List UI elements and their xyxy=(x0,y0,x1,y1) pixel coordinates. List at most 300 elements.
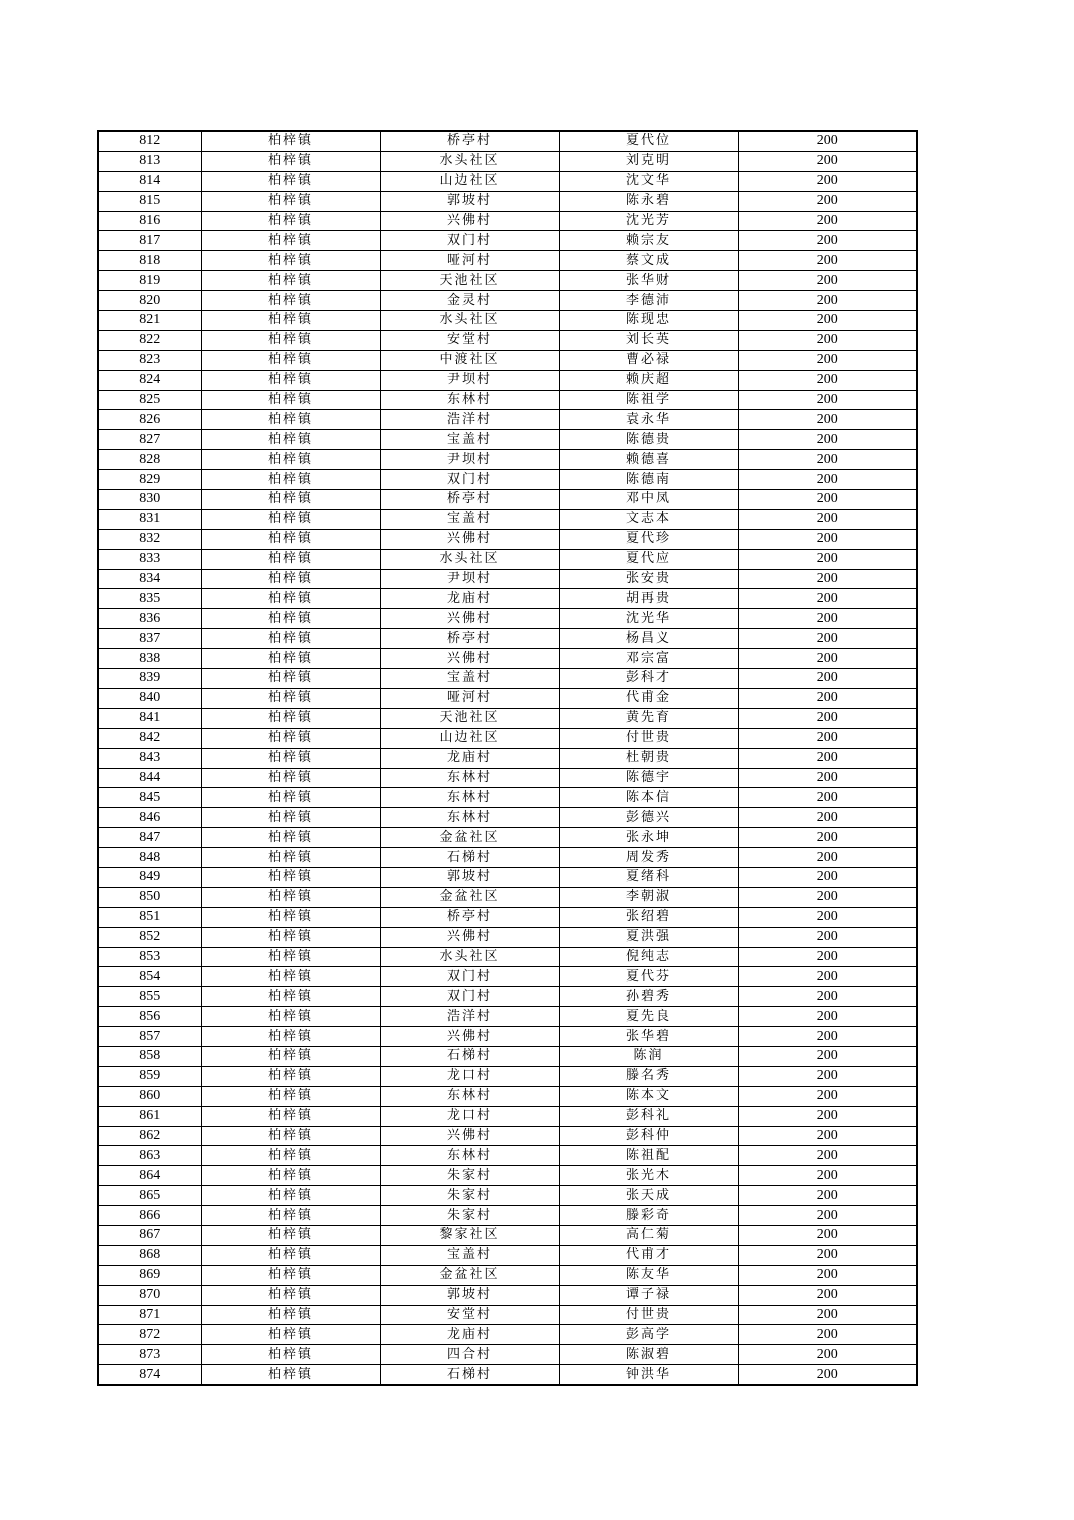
amount-cell: 200 xyxy=(738,131,917,151)
amount-cell: 200 xyxy=(738,549,917,569)
name-cell: 邓中凤 xyxy=(559,490,738,510)
village-cell: 水头社区 xyxy=(380,311,559,331)
table-row xyxy=(98,1345,917,1365)
amount-cell: 200 xyxy=(738,490,917,510)
town-cell: 柏梓镇 xyxy=(201,1106,380,1126)
name-cell: 夏代芬 xyxy=(559,967,738,987)
row-number-cell: 823 xyxy=(98,350,201,370)
village-cell: 黎家社区 xyxy=(380,1225,559,1245)
table-row xyxy=(98,470,917,490)
amount-cell: 200 xyxy=(738,1325,917,1345)
row-number-cell: 849 xyxy=(98,867,201,887)
row-number-cell: 856 xyxy=(98,1007,201,1027)
row-number-cell: 867 xyxy=(98,1225,201,1245)
row-number-cell: 838 xyxy=(98,649,201,669)
town-cell: 柏梓镇 xyxy=(201,1066,380,1086)
name-cell: 代甫金 xyxy=(559,688,738,708)
town-cell: 柏梓镇 xyxy=(201,629,380,649)
table-row xyxy=(98,1106,917,1126)
name-cell: 胡再贵 xyxy=(559,589,738,609)
village-cell: 金盆社区 xyxy=(380,887,559,907)
table-row xyxy=(98,828,917,848)
name-cell: 孙碧秀 xyxy=(559,987,738,1007)
row-number-cell: 850 xyxy=(98,887,201,907)
name-cell: 杨昌义 xyxy=(559,629,738,649)
name-cell: 彭科仲 xyxy=(559,1126,738,1146)
amount-cell: 200 xyxy=(738,887,917,907)
table-row xyxy=(98,549,917,569)
amount-cell: 200 xyxy=(738,390,917,410)
table-row xyxy=(98,151,917,171)
row-number-cell: 822 xyxy=(98,330,201,350)
row-number-cell: 860 xyxy=(98,1086,201,1106)
table-row xyxy=(98,271,917,291)
table-row xyxy=(98,191,917,211)
name-cell: 刘长英 xyxy=(559,330,738,350)
row-number-cell: 855 xyxy=(98,987,201,1007)
row-number-cell: 846 xyxy=(98,808,201,828)
village-cell: 东林村 xyxy=(380,390,559,410)
town-cell: 柏梓镇 xyxy=(201,1285,380,1305)
name-cell: 陈德贵 xyxy=(559,430,738,450)
table-row xyxy=(98,1186,917,1206)
amount-cell: 200 xyxy=(738,370,917,390)
village-cell: 兴佛村 xyxy=(380,529,559,549)
row-number-cell: 841 xyxy=(98,708,201,728)
village-cell: 水头社区 xyxy=(380,151,559,171)
town-cell: 柏梓镇 xyxy=(201,867,380,887)
table-row xyxy=(98,1027,917,1047)
amount-cell: 200 xyxy=(738,509,917,529)
data-table xyxy=(97,130,918,1386)
town-cell: 柏梓镇 xyxy=(201,808,380,828)
amount-cell: 200 xyxy=(738,1285,917,1305)
village-cell: 安堂村 xyxy=(380,1305,559,1325)
town-cell: 柏梓镇 xyxy=(201,1325,380,1345)
village-cell: 宝盖村 xyxy=(380,669,559,689)
row-number-cell: 869 xyxy=(98,1265,201,1285)
row-number-cell: 865 xyxy=(98,1186,201,1206)
row-number-cell: 834 xyxy=(98,569,201,589)
village-cell: 哑河村 xyxy=(380,688,559,708)
row-number-cell: 848 xyxy=(98,848,201,868)
amount-cell: 200 xyxy=(738,330,917,350)
town-cell: 柏梓镇 xyxy=(201,947,380,967)
amount-cell: 200 xyxy=(738,350,917,370)
row-number-cell: 874 xyxy=(98,1365,201,1385)
town-cell: 柏梓镇 xyxy=(201,1046,380,1066)
village-cell: 水头社区 xyxy=(380,947,559,967)
town-cell: 柏梓镇 xyxy=(201,1265,380,1285)
amount-cell: 200 xyxy=(738,450,917,470)
village-cell: 宝盖村 xyxy=(380,1245,559,1265)
name-cell: 张光木 xyxy=(559,1166,738,1186)
village-cell: 朱家村 xyxy=(380,1186,559,1206)
name-cell: 陈淑碧 xyxy=(559,1345,738,1365)
amount-cell: 200 xyxy=(738,231,917,251)
name-cell: 夏代应 xyxy=(559,549,738,569)
amount-cell: 200 xyxy=(738,271,917,291)
amount-cell: 200 xyxy=(738,808,917,828)
town-cell: 柏梓镇 xyxy=(201,1086,380,1106)
town-cell: 柏梓镇 xyxy=(201,649,380,669)
town-cell: 柏梓镇 xyxy=(201,1305,380,1325)
table-row xyxy=(98,1146,917,1166)
name-cell: 袁永华 xyxy=(559,410,738,430)
table-row xyxy=(98,171,917,191)
row-number-cell: 826 xyxy=(98,410,201,430)
town-cell: 柏梓镇 xyxy=(201,430,380,450)
row-number-cell: 872 xyxy=(98,1325,201,1345)
name-cell: 沈光华 xyxy=(559,609,738,629)
town-cell: 柏梓镇 xyxy=(201,688,380,708)
table-row xyxy=(98,748,917,768)
table-row xyxy=(98,490,917,510)
village-cell: 龙庙村 xyxy=(380,748,559,768)
row-number-cell: 858 xyxy=(98,1046,201,1066)
town-cell: 柏梓镇 xyxy=(201,311,380,331)
village-cell: 天池社区 xyxy=(380,271,559,291)
name-cell: 倪纯志 xyxy=(559,947,738,967)
row-number-cell: 844 xyxy=(98,768,201,788)
village-cell: 朱家村 xyxy=(380,1206,559,1226)
row-number-cell: 854 xyxy=(98,967,201,987)
row-number-cell: 852 xyxy=(98,927,201,947)
name-cell: 赖德喜 xyxy=(559,450,738,470)
village-cell: 兴佛村 xyxy=(380,1027,559,1047)
row-number-cell: 827 xyxy=(98,430,201,450)
amount-cell: 200 xyxy=(738,669,917,689)
village-cell: 东林村 xyxy=(380,788,559,808)
village-cell: 石梯村 xyxy=(380,1046,559,1066)
name-cell: 张华财 xyxy=(559,271,738,291)
village-cell: 兴佛村 xyxy=(380,927,559,947)
amount-cell: 200 xyxy=(738,748,917,768)
village-cell: 龙庙村 xyxy=(380,1325,559,1345)
village-cell: 天池社区 xyxy=(380,708,559,728)
row-number-cell: 864 xyxy=(98,1166,201,1186)
row-number-cell: 845 xyxy=(98,788,201,808)
table-row xyxy=(98,728,917,748)
village-cell: 宝盖村 xyxy=(380,509,559,529)
table-row xyxy=(98,370,917,390)
name-cell: 夏代珍 xyxy=(559,529,738,549)
amount-cell: 200 xyxy=(738,251,917,271)
table-row xyxy=(98,1086,917,1106)
row-number-cell: 817 xyxy=(98,231,201,251)
table-row xyxy=(98,311,917,331)
name-cell: 陈润 xyxy=(559,1046,738,1066)
row-number-cell: 871 xyxy=(98,1305,201,1325)
table-row xyxy=(98,629,917,649)
row-number-cell: 868 xyxy=(98,1245,201,1265)
name-cell: 滕彩奇 xyxy=(559,1206,738,1226)
table-row xyxy=(98,1066,917,1086)
village-cell: 哑河村 xyxy=(380,251,559,271)
name-cell: 彭高学 xyxy=(559,1325,738,1345)
name-cell: 陈永碧 xyxy=(559,191,738,211)
row-number-cell: 835 xyxy=(98,589,201,609)
amount-cell: 200 xyxy=(738,1066,917,1086)
town-cell: 柏梓镇 xyxy=(201,529,380,549)
amount-cell: 200 xyxy=(738,828,917,848)
table-row xyxy=(98,788,917,808)
row-number-cell: 825 xyxy=(98,390,201,410)
village-cell: 龙口村 xyxy=(380,1066,559,1086)
row-number-cell: 814 xyxy=(98,171,201,191)
row-number-cell: 821 xyxy=(98,311,201,331)
row-number-cell: 833 xyxy=(98,549,201,569)
village-cell: 兴佛村 xyxy=(380,649,559,669)
table-container xyxy=(97,130,918,1386)
village-cell: 桥亭村 xyxy=(380,907,559,927)
amount-cell: 200 xyxy=(738,430,917,450)
amount-cell: 200 xyxy=(738,1046,917,1066)
village-cell: 桥亭村 xyxy=(380,629,559,649)
name-cell: 刘克明 xyxy=(559,151,738,171)
row-number-cell: 873 xyxy=(98,1345,201,1365)
town-cell: 柏梓镇 xyxy=(201,271,380,291)
table-row xyxy=(98,1007,917,1027)
name-cell: 赖庆超 xyxy=(559,370,738,390)
amount-cell: 200 xyxy=(738,867,917,887)
name-cell: 黄先育 xyxy=(559,708,738,728)
amount-cell: 200 xyxy=(738,410,917,430)
row-number-cell: 862 xyxy=(98,1126,201,1146)
village-cell: 安堂村 xyxy=(380,330,559,350)
amount-cell: 200 xyxy=(738,1345,917,1365)
row-number-cell: 816 xyxy=(98,211,201,231)
row-number-cell: 859 xyxy=(98,1066,201,1086)
table-row xyxy=(98,947,917,967)
town-cell: 柏梓镇 xyxy=(201,589,380,609)
town-cell: 柏梓镇 xyxy=(201,1206,380,1226)
table-row xyxy=(98,410,917,430)
row-number-cell: 863 xyxy=(98,1146,201,1166)
town-cell: 柏梓镇 xyxy=(201,291,380,311)
name-cell: 谭子禄 xyxy=(559,1285,738,1305)
name-cell: 张永坤 xyxy=(559,828,738,848)
amount-cell: 200 xyxy=(738,1166,917,1186)
table-row xyxy=(98,211,917,231)
amount-cell: 200 xyxy=(738,947,917,967)
name-cell: 陈现忠 xyxy=(559,311,738,331)
table-row xyxy=(98,609,917,629)
amount-cell: 200 xyxy=(738,291,917,311)
amount-cell: 200 xyxy=(738,191,917,211)
table-row xyxy=(98,649,917,669)
town-cell: 柏梓镇 xyxy=(201,748,380,768)
table-row xyxy=(98,708,917,728)
amount-cell: 200 xyxy=(738,1106,917,1126)
row-number-cell: 820 xyxy=(98,291,201,311)
name-cell: 邓宗富 xyxy=(559,649,738,669)
table-row xyxy=(98,390,917,410)
amount-cell: 200 xyxy=(738,311,917,331)
table-row xyxy=(98,1285,917,1305)
table-row xyxy=(98,1046,917,1066)
amount-cell: 200 xyxy=(738,907,917,927)
table-row xyxy=(98,1166,917,1186)
amount-cell: 200 xyxy=(738,768,917,788)
table-row xyxy=(98,867,917,887)
name-cell: 张华碧 xyxy=(559,1027,738,1047)
name-cell: 高仁菊 xyxy=(559,1225,738,1245)
name-cell: 杜朝贵 xyxy=(559,748,738,768)
row-number-cell: 812 xyxy=(98,131,201,151)
village-cell: 双门村 xyxy=(380,470,559,490)
village-cell: 郭坡村 xyxy=(380,867,559,887)
amount-cell: 200 xyxy=(738,987,917,1007)
table-row xyxy=(98,1365,917,1385)
town-cell: 柏梓镇 xyxy=(201,1365,380,1385)
name-cell: 钟洪华 xyxy=(559,1365,738,1385)
town-cell: 柏梓镇 xyxy=(201,390,380,410)
row-number-cell: 836 xyxy=(98,609,201,629)
name-cell: 沈文华 xyxy=(559,171,738,191)
name-cell: 陈本信 xyxy=(559,788,738,808)
table-row xyxy=(98,1126,917,1146)
town-cell: 柏梓镇 xyxy=(201,669,380,689)
town-cell: 柏梓镇 xyxy=(201,1007,380,1027)
table-row xyxy=(98,1265,917,1285)
town-cell: 柏梓镇 xyxy=(201,1027,380,1047)
name-cell: 陈本文 xyxy=(559,1086,738,1106)
village-cell: 兴佛村 xyxy=(380,211,559,231)
name-cell: 陈德南 xyxy=(559,470,738,490)
town-cell: 柏梓镇 xyxy=(201,1225,380,1245)
town-cell: 柏梓镇 xyxy=(201,848,380,868)
name-cell: 彭德兴 xyxy=(559,808,738,828)
table-row xyxy=(98,1325,917,1345)
row-number-cell: 829 xyxy=(98,470,201,490)
row-number-cell: 832 xyxy=(98,529,201,549)
amount-cell: 200 xyxy=(738,569,917,589)
town-cell: 柏梓镇 xyxy=(201,1345,380,1365)
amount-cell: 200 xyxy=(738,708,917,728)
town-cell: 柏梓镇 xyxy=(201,927,380,947)
village-cell: 金灵村 xyxy=(380,291,559,311)
town-cell: 柏梓镇 xyxy=(201,1146,380,1166)
name-cell: 夏绪科 xyxy=(559,867,738,887)
amount-cell: 200 xyxy=(738,1126,917,1146)
row-number-cell: 839 xyxy=(98,669,201,689)
table-row xyxy=(98,848,917,868)
amount-cell: 200 xyxy=(738,1007,917,1027)
town-cell: 柏梓镇 xyxy=(201,350,380,370)
table-row xyxy=(98,1225,917,1245)
town-cell: 柏梓镇 xyxy=(201,330,380,350)
row-number-cell: 828 xyxy=(98,450,201,470)
town-cell: 柏梓镇 xyxy=(201,410,380,430)
village-cell: 尹坝村 xyxy=(380,450,559,470)
village-cell: 朱家村 xyxy=(380,1166,559,1186)
amount-cell: 200 xyxy=(738,848,917,868)
amount-cell: 200 xyxy=(738,1146,917,1166)
table-row xyxy=(98,967,917,987)
table-row xyxy=(98,1245,917,1265)
row-number-cell: 815 xyxy=(98,191,201,211)
village-cell: 龙口村 xyxy=(380,1106,559,1126)
row-number-cell: 843 xyxy=(98,748,201,768)
table-row xyxy=(98,987,917,1007)
table-row xyxy=(98,927,917,947)
name-cell: 李朝淑 xyxy=(559,887,738,907)
town-cell: 柏梓镇 xyxy=(201,509,380,529)
amount-cell: 200 xyxy=(738,1225,917,1245)
table-row xyxy=(98,430,917,450)
amount-cell: 200 xyxy=(738,688,917,708)
town-cell: 柏梓镇 xyxy=(201,151,380,171)
table-row xyxy=(98,529,917,549)
row-number-cell: 870 xyxy=(98,1285,201,1305)
row-number-cell: 837 xyxy=(98,629,201,649)
table-row xyxy=(98,669,917,689)
table-row xyxy=(98,569,917,589)
row-number-cell: 866 xyxy=(98,1206,201,1226)
town-cell: 柏梓镇 xyxy=(201,171,380,191)
village-cell: 双门村 xyxy=(380,231,559,251)
village-cell: 浩洋村 xyxy=(380,410,559,430)
row-number-cell: 861 xyxy=(98,1106,201,1126)
amount-cell: 200 xyxy=(738,649,917,669)
name-cell: 付世贵 xyxy=(559,1305,738,1325)
table-row xyxy=(98,808,917,828)
name-cell: 张绍碧 xyxy=(559,907,738,927)
town-cell: 柏梓镇 xyxy=(201,1166,380,1186)
village-cell: 兴佛村 xyxy=(380,609,559,629)
amount-cell: 200 xyxy=(738,529,917,549)
table-row xyxy=(98,589,917,609)
name-cell: 陈祖配 xyxy=(559,1146,738,1166)
row-number-cell: 840 xyxy=(98,688,201,708)
name-cell: 张天成 xyxy=(559,1186,738,1206)
village-cell: 桥亭村 xyxy=(380,131,559,151)
table-row xyxy=(98,131,917,151)
table-row xyxy=(98,887,917,907)
row-number-cell: 813 xyxy=(98,151,201,171)
name-cell: 代甫才 xyxy=(559,1245,738,1265)
amount-cell: 200 xyxy=(738,171,917,191)
name-cell: 彭科礼 xyxy=(559,1106,738,1126)
amount-cell: 200 xyxy=(738,1265,917,1285)
village-cell: 郭坡村 xyxy=(380,191,559,211)
table-row xyxy=(98,450,917,470)
name-cell: 蔡文成 xyxy=(559,251,738,271)
name-cell: 彭科才 xyxy=(559,669,738,689)
table-row xyxy=(98,231,917,251)
town-cell: 柏梓镇 xyxy=(201,609,380,629)
village-cell: 金盆社区 xyxy=(380,1265,559,1285)
village-cell: 石梯村 xyxy=(380,848,559,868)
amount-cell: 200 xyxy=(738,629,917,649)
table-row xyxy=(98,688,917,708)
town-cell: 柏梓镇 xyxy=(201,131,380,151)
name-cell: 沈光芳 xyxy=(559,211,738,231)
town-cell: 柏梓镇 xyxy=(201,370,380,390)
town-cell: 柏梓镇 xyxy=(201,708,380,728)
town-cell: 柏梓镇 xyxy=(201,450,380,470)
name-cell: 夏代位 xyxy=(559,131,738,151)
amount-cell: 200 xyxy=(738,728,917,748)
amount-cell: 200 xyxy=(738,1186,917,1206)
town-cell: 柏梓镇 xyxy=(201,490,380,510)
name-cell: 滕名秀 xyxy=(559,1066,738,1086)
village-cell: 东林村 xyxy=(380,1146,559,1166)
table-body xyxy=(98,131,917,1385)
village-cell: 桥亭村 xyxy=(380,490,559,510)
village-cell: 尹坝村 xyxy=(380,370,559,390)
